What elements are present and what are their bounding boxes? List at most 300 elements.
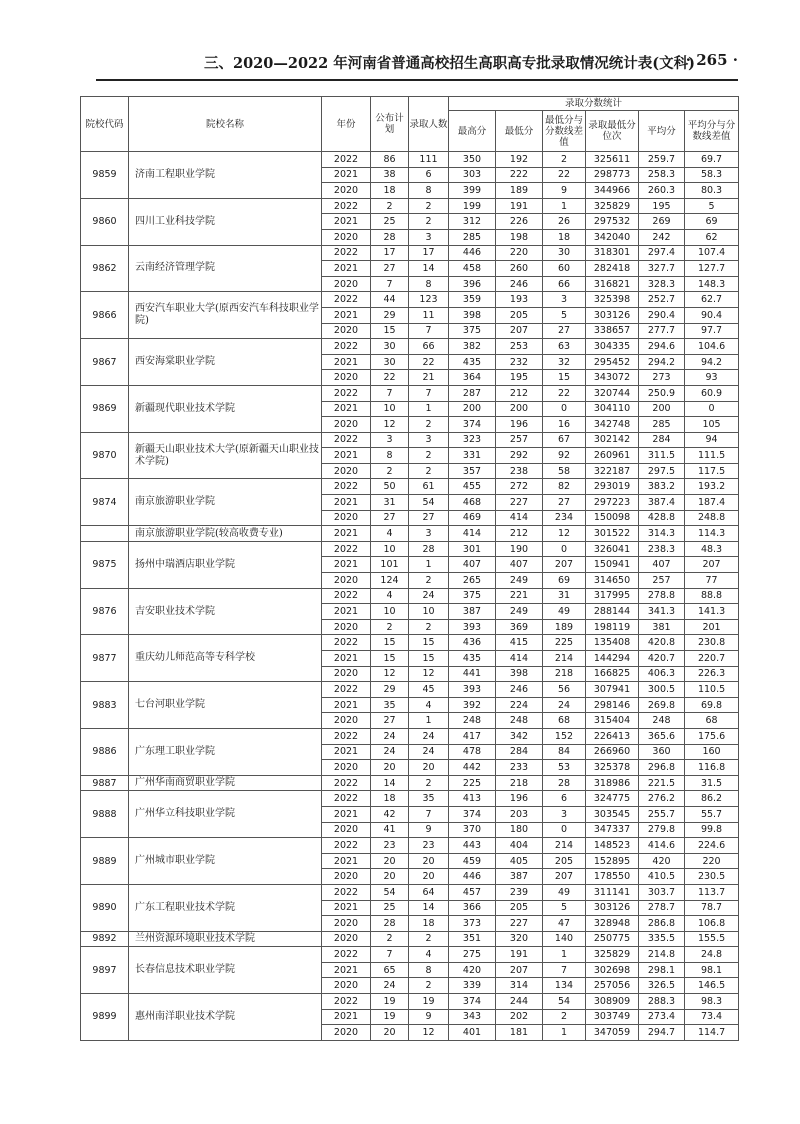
cell-avg: 294.7 <box>639 1025 685 1041</box>
cell-rank: 307941 <box>586 682 639 698</box>
cell-diff: 214 <box>543 651 586 667</box>
cell-diff: 140 <box>543 931 586 947</box>
cell-rank: 282418 <box>586 261 639 277</box>
cell-avg-diff: 86.2 <box>685 791 739 807</box>
cell-min: 207 <box>496 962 543 978</box>
cell-max: 436 <box>449 635 496 651</box>
cell-avg-diff: 107.4 <box>685 245 739 261</box>
cell-max: 359 <box>449 292 496 308</box>
cell-diff: 0 <box>543 541 586 557</box>
cell-avg-diff: 69 <box>685 214 739 230</box>
cell-avg-diff: 69.8 <box>685 697 739 713</box>
cell-min: 248 <box>496 713 543 729</box>
cell-avg-diff: 55.7 <box>685 806 739 822</box>
cell-max: 323 <box>449 432 496 448</box>
cell-rank: 295452 <box>586 354 639 370</box>
cell-max: 455 <box>449 479 496 495</box>
cell-min: 190 <box>496 541 543 557</box>
cell-avg: 294.6 <box>639 339 685 355</box>
cell-diff: 1 <box>543 1025 586 1041</box>
cell-plan: 124 <box>371 573 409 589</box>
cell-avg: 255.7 <box>639 806 685 822</box>
cell-max: 339 <box>449 978 496 994</box>
page-header <box>96 50 738 74</box>
cell-year: 2020 <box>322 713 371 729</box>
table-row <box>81 198 739 214</box>
cell-avg-diff: 160 <box>685 744 739 760</box>
table-row <box>81 682 739 698</box>
cell-year: 2021 <box>322 697 371 713</box>
school-code: 9890 <box>81 884 129 931</box>
cell-rank: 293019 <box>586 479 639 495</box>
cell-max: 443 <box>449 838 496 854</box>
cell-avg: 288.3 <box>639 994 685 1010</box>
cell-plan: 4 <box>371 588 409 604</box>
cell-plan: 20 <box>371 869 409 885</box>
cell-plan: 2 <box>371 931 409 947</box>
cell-plan: 18 <box>371 183 409 199</box>
cell-admitted: 21 <box>409 370 449 386</box>
cell-plan: 12 <box>371 417 409 433</box>
cell-avg-diff: 97.7 <box>685 323 739 339</box>
cell-diff: 27 <box>543 323 586 339</box>
cell-admitted: 18 <box>409 916 449 932</box>
table-row <box>81 432 739 448</box>
cell-rank: 318986 <box>586 775 639 791</box>
cell-plan: 2 <box>371 619 409 635</box>
cell-rank: 297223 <box>586 495 639 511</box>
cell-year: 2022 <box>322 541 371 557</box>
cell-max: 407 <box>449 557 496 573</box>
cell-plan: 15 <box>371 635 409 651</box>
cell-min: 218 <box>496 775 543 791</box>
cell-year: 2022 <box>322 884 371 900</box>
cell-avg-diff: 98.1 <box>685 962 739 978</box>
cell-year: 2021 <box>322 167 371 183</box>
cell-rank: 347337 <box>586 822 639 838</box>
cell-diff: 234 <box>543 510 586 526</box>
cell-min: 415 <box>496 635 543 651</box>
cell-admitted: 9 <box>409 1009 449 1025</box>
school-name: 南京旅游职业学院(较高收费专业) <box>129 526 322 542</box>
cell-admitted: 10 <box>409 604 449 620</box>
cell-max: 357 <box>449 463 496 479</box>
cell-plan: 50 <box>371 479 409 495</box>
cell-plan: 7 <box>371 276 409 292</box>
cell-year: 2020 <box>322 370 371 386</box>
cell-avg-diff: 127.7 <box>685 261 739 277</box>
cell-admitted: 23 <box>409 838 449 854</box>
cell-max: 401 <box>449 1025 496 1041</box>
table-row <box>81 292 739 308</box>
cell-admitted: 2 <box>409 214 449 230</box>
cell-plan: 42 <box>371 806 409 822</box>
cell-avg: 200 <box>639 401 685 417</box>
cell-avg-diff: 98.3 <box>685 994 739 1010</box>
cell-diff: 214 <box>543 838 586 854</box>
cell-max: 468 <box>449 495 496 511</box>
school-code: 9859 <box>81 152 129 199</box>
cell-rank: 317995 <box>586 588 639 604</box>
cell-avg-diff: 105 <box>685 417 739 433</box>
cell-avg: 258.3 <box>639 167 685 183</box>
cell-avg: 276.2 <box>639 791 685 807</box>
cell-diff: 2 <box>543 152 586 168</box>
school-name: 南京旅游职业学院 <box>129 479 322 526</box>
cell-avg: 250.9 <box>639 385 685 401</box>
cell-avg: 297.5 <box>639 463 685 479</box>
cell-avg-diff: 220 <box>685 853 739 869</box>
cell-max: 398 <box>449 307 496 323</box>
cell-diff: 205 <box>543 853 586 869</box>
cell-rank: 347059 <box>586 1025 639 1041</box>
cell-avg-diff: 88.8 <box>685 588 739 604</box>
page-number: · 265 · <box>685 51 738 69</box>
cell-min: 200 <box>496 401 543 417</box>
cell-admitted: 12 <box>409 1025 449 1041</box>
cell-max: 312 <box>449 214 496 230</box>
cell-year: 2022 <box>322 339 371 355</box>
cell-max: 382 <box>449 339 496 355</box>
cell-plan: 2 <box>371 463 409 479</box>
cell-year: 2020 <box>322 573 371 589</box>
table-row <box>81 791 739 807</box>
cell-diff: 30 <box>543 245 586 261</box>
cell-year: 2020 <box>322 323 371 339</box>
cell-year: 2022 <box>322 994 371 1010</box>
cell-min: 227 <box>496 916 543 932</box>
school-name: 长春信息技术职业学院 <box>129 947 322 994</box>
cell-diff: 0 <box>543 822 586 838</box>
cell-year: 2022 <box>322 292 371 308</box>
cell-avg: 341.3 <box>639 604 685 620</box>
cell-year: 2022 <box>322 728 371 744</box>
cell-admitted: 20 <box>409 853 449 869</box>
cell-admitted: 14 <box>409 261 449 277</box>
cell-min: 249 <box>496 573 543 589</box>
school-name: 兰州资源环境职业技术学院 <box>129 931 322 947</box>
cell-plan: 7 <box>371 947 409 963</box>
cell-rank: 298773 <box>586 167 639 183</box>
cell-diff: 16 <box>543 417 586 433</box>
cell-admitted: 2 <box>409 417 449 433</box>
cell-admitted: 2 <box>409 978 449 994</box>
cell-avg: 257 <box>639 573 685 589</box>
cell-max: 446 <box>449 869 496 885</box>
cell-admitted: 6 <box>409 167 449 183</box>
cell-max: 364 <box>449 370 496 386</box>
cell-rank: 166825 <box>586 666 639 682</box>
cell-diff: 49 <box>543 604 586 620</box>
cell-rank: 266960 <box>586 744 639 760</box>
cell-max: 370 <box>449 822 496 838</box>
cell-avg: 360 <box>639 744 685 760</box>
cell-min: 221 <box>496 588 543 604</box>
cell-avg: 285 <box>639 417 685 433</box>
cell-min: 405 <box>496 853 543 869</box>
cell-max: 350 <box>449 152 496 168</box>
cell-rank: 324775 <box>586 791 639 807</box>
col-min: 最低分 <box>496 111 543 152</box>
cell-min: 226 <box>496 214 543 230</box>
cell-diff: 56 <box>543 682 586 698</box>
cell-avg-diff: 106.8 <box>685 916 739 932</box>
cell-diff: 63 <box>543 339 586 355</box>
school-code: 9875 <box>81 541 129 588</box>
cell-diff: 54 <box>543 994 586 1010</box>
cell-plan: 4 <box>371 526 409 542</box>
cell-avg-diff: 62.7 <box>685 292 739 308</box>
cell-plan: 19 <box>371 994 409 1010</box>
cell-avg: 278.8 <box>639 588 685 604</box>
cell-plan: 27 <box>371 510 409 526</box>
cell-avg: 381 <box>639 619 685 635</box>
cell-admitted: 20 <box>409 869 449 885</box>
cell-diff: 207 <box>543 557 586 573</box>
cell-year: 2021 <box>322 354 371 370</box>
cell-admitted: 12 <box>409 666 449 682</box>
cell-admitted: 8 <box>409 276 449 292</box>
school-code: 9887 <box>81 775 129 791</box>
cell-year: 2020 <box>322 183 371 199</box>
cell-admitted: 7 <box>409 323 449 339</box>
school-code: 9869 <box>81 385 129 432</box>
cell-avg: 420.8 <box>639 635 685 651</box>
cell-admitted: 61 <box>409 479 449 495</box>
cell-year: 2020 <box>322 916 371 932</box>
cell-rank: 302698 <box>586 962 639 978</box>
cell-rank: 152895 <box>586 853 639 869</box>
cell-plan: 29 <box>371 307 409 323</box>
cell-plan: 54 <box>371 884 409 900</box>
cell-year: 2020 <box>322 417 371 433</box>
cell-admitted: 3 <box>409 432 449 448</box>
cell-avg: 428.8 <box>639 510 685 526</box>
cell-min: 222 <box>496 167 543 183</box>
cell-max: 374 <box>449 806 496 822</box>
cell-year: 2021 <box>322 448 371 464</box>
cell-avg: 420.7 <box>639 651 685 667</box>
cell-diff: 92 <box>543 448 586 464</box>
cell-diff: 84 <box>543 744 586 760</box>
cell-admitted: 8 <box>409 183 449 199</box>
cell-year: 2020 <box>322 978 371 994</box>
cell-year: 2021 <box>322 604 371 620</box>
school-name: 云南经济管理学院 <box>129 245 322 292</box>
school-name: 广东理工职业学院 <box>129 728 322 775</box>
cell-min: 202 <box>496 1009 543 1025</box>
cell-min: 192 <box>496 152 543 168</box>
cell-plan: 30 <box>371 339 409 355</box>
cell-admitted: 2 <box>409 198 449 214</box>
cell-diff: 2 <box>543 1009 586 1025</box>
table-row <box>81 588 739 604</box>
cell-max: 420 <box>449 962 496 978</box>
cell-rank: 144294 <box>586 651 639 667</box>
cell-avg: 269 <box>639 214 685 230</box>
cell-max: 459 <box>449 853 496 869</box>
cell-rank: 311141 <box>586 884 639 900</box>
table-row <box>81 884 739 900</box>
cell-min: 238 <box>496 463 543 479</box>
cell-admitted: 24 <box>409 588 449 604</box>
cell-avg-diff: 62 <box>685 229 739 245</box>
school-code: 9870 <box>81 432 129 479</box>
col-year: 年份 <box>322 97 371 152</box>
cell-max: 393 <box>449 619 496 635</box>
cell-min: 191 <box>496 947 543 963</box>
cell-diff: 22 <box>543 167 586 183</box>
cell-avg-diff: 220.7 <box>685 651 739 667</box>
admission-table <box>80 96 739 1041</box>
cell-rank: 325378 <box>586 760 639 776</box>
cell-max: 343 <box>449 1009 496 1025</box>
table-row <box>81 526 739 542</box>
cell-diff: 3 <box>543 292 586 308</box>
cell-avg: 420 <box>639 853 685 869</box>
cell-min: 414 <box>496 651 543 667</box>
cell-year: 2022 <box>322 245 371 261</box>
cell-year: 2020 <box>322 666 371 682</box>
cell-year: 2020 <box>322 1025 371 1041</box>
cell-year: 2022 <box>322 791 371 807</box>
cell-avg: 297.4 <box>639 245 685 261</box>
cell-min: 414 <box>496 510 543 526</box>
cell-plan: 7 <box>371 385 409 401</box>
cell-diff: 5 <box>543 900 586 916</box>
cell-plan: 25 <box>371 900 409 916</box>
table-row <box>81 838 739 854</box>
table-row <box>81 728 739 744</box>
school-name: 西安汽车职业大学(原西安汽车科技职业学院) <box>129 292 322 339</box>
cell-min: 272 <box>496 479 543 495</box>
cell-year: 2021 <box>322 214 371 230</box>
cell-avg: 195 <box>639 198 685 214</box>
cell-min: 260 <box>496 261 543 277</box>
cell-max: 387 <box>449 604 496 620</box>
cell-diff: 207 <box>543 869 586 885</box>
cell-admitted: 1 <box>409 557 449 573</box>
cell-plan: 14 <box>371 775 409 791</box>
cell-plan: 19 <box>371 1009 409 1025</box>
cell-rank: 342040 <box>586 229 639 245</box>
cell-rank: 198119 <box>586 619 639 635</box>
school-name: 重庆幼儿师范高等专科学校 <box>129 635 322 682</box>
cell-min: 404 <box>496 838 543 854</box>
cell-diff: 1 <box>543 198 586 214</box>
cell-diff: 189 <box>543 619 586 635</box>
cell-admitted: 7 <box>409 385 449 401</box>
cell-avg: 294.2 <box>639 354 685 370</box>
school-code: 9886 <box>81 728 129 775</box>
cell-avg-diff: 155.5 <box>685 931 739 947</box>
cell-diff: 69 <box>543 573 586 589</box>
cell-min: 387 <box>496 869 543 885</box>
cell-plan: 20 <box>371 853 409 869</box>
school-name: 惠州南洋职业技术学院 <box>129 994 322 1041</box>
cell-plan: 44 <box>371 292 409 308</box>
cell-admitted: 11 <box>409 307 449 323</box>
cell-year: 2021 <box>322 900 371 916</box>
cell-year: 2021 <box>322 557 371 573</box>
cell-diff: 152 <box>543 728 586 744</box>
cell-avg-diff: 117.5 <box>685 463 739 479</box>
cell-admitted: 2 <box>409 573 449 589</box>
cell-rank: 325398 <box>586 292 639 308</box>
cell-diff: 32 <box>543 354 586 370</box>
cell-rank: 328948 <box>586 916 639 932</box>
school-name: 吉安职业技术学院 <box>129 588 322 635</box>
col-rank: 录取最低分位次 <box>586 111 639 152</box>
col-stats-group: 录取分数统计 <box>449 97 739 111</box>
cell-plan: 10 <box>371 401 409 417</box>
cell-avg-diff: 230.8 <box>685 635 739 651</box>
cell-avg: 259.7 <box>639 152 685 168</box>
cell-avg: 284 <box>639 432 685 448</box>
cell-max: 469 <box>449 510 496 526</box>
cell-min: 181 <box>496 1025 543 1041</box>
cell-rank: 304110 <box>586 401 639 417</box>
cell-admitted: 4 <box>409 947 449 963</box>
col-admitted: 录取人数 <box>409 97 449 152</box>
cell-max: 435 <box>449 651 496 667</box>
cell-avg-diff: 187.4 <box>685 495 739 511</box>
table-row <box>81 775 739 791</box>
cell-year: 2022 <box>322 775 371 791</box>
cell-min: 189 <box>496 183 543 199</box>
cell-rank: 150098 <box>586 510 639 526</box>
cell-avg-diff: 148.3 <box>685 276 739 292</box>
cell-year: 2020 <box>322 229 371 245</box>
school-name: 广州华立科技职业学院 <box>129 791 322 838</box>
cell-avg-diff: 90.4 <box>685 307 739 323</box>
cell-year: 2021 <box>322 962 371 978</box>
cell-min: 193 <box>496 292 543 308</box>
cell-diff: 218 <box>543 666 586 682</box>
cell-admitted: 24 <box>409 744 449 760</box>
school-code: 9874 <box>81 479 129 526</box>
cell-admitted: 15 <box>409 635 449 651</box>
cell-min: 212 <box>496 385 543 401</box>
cell-admitted: 2 <box>409 448 449 464</box>
table-row <box>81 947 739 963</box>
cell-avg: 278.7 <box>639 900 685 916</box>
cell-avg-diff: 110.5 <box>685 682 739 698</box>
cell-min: 207 <box>496 323 543 339</box>
cell-year: 2021 <box>322 744 371 760</box>
col-avg: 平均分 <box>639 111 685 152</box>
cell-admitted: 3 <box>409 526 449 542</box>
cell-max: 441 <box>449 666 496 682</box>
cell-diff: 53 <box>543 760 586 776</box>
cell-plan: 86 <box>371 152 409 168</box>
cell-plan: 10 <box>371 604 409 620</box>
cell-year: 2020 <box>322 463 371 479</box>
cell-avg: 279.8 <box>639 822 685 838</box>
cell-avg: 290.4 <box>639 307 685 323</box>
cell-admitted: 14 <box>409 900 449 916</box>
table-row <box>81 245 739 261</box>
cell-min: 239 <box>496 884 543 900</box>
cell-avg: 335.5 <box>639 931 685 947</box>
cell-admitted: 2 <box>409 619 449 635</box>
cell-min: 220 <box>496 245 543 261</box>
school-code: 9889 <box>81 838 129 885</box>
cell-avg: 365.6 <box>639 728 685 744</box>
cell-admitted: 7 <box>409 806 449 822</box>
school-code: 9876 <box>81 588 129 635</box>
cell-diff: 15 <box>543 370 586 386</box>
